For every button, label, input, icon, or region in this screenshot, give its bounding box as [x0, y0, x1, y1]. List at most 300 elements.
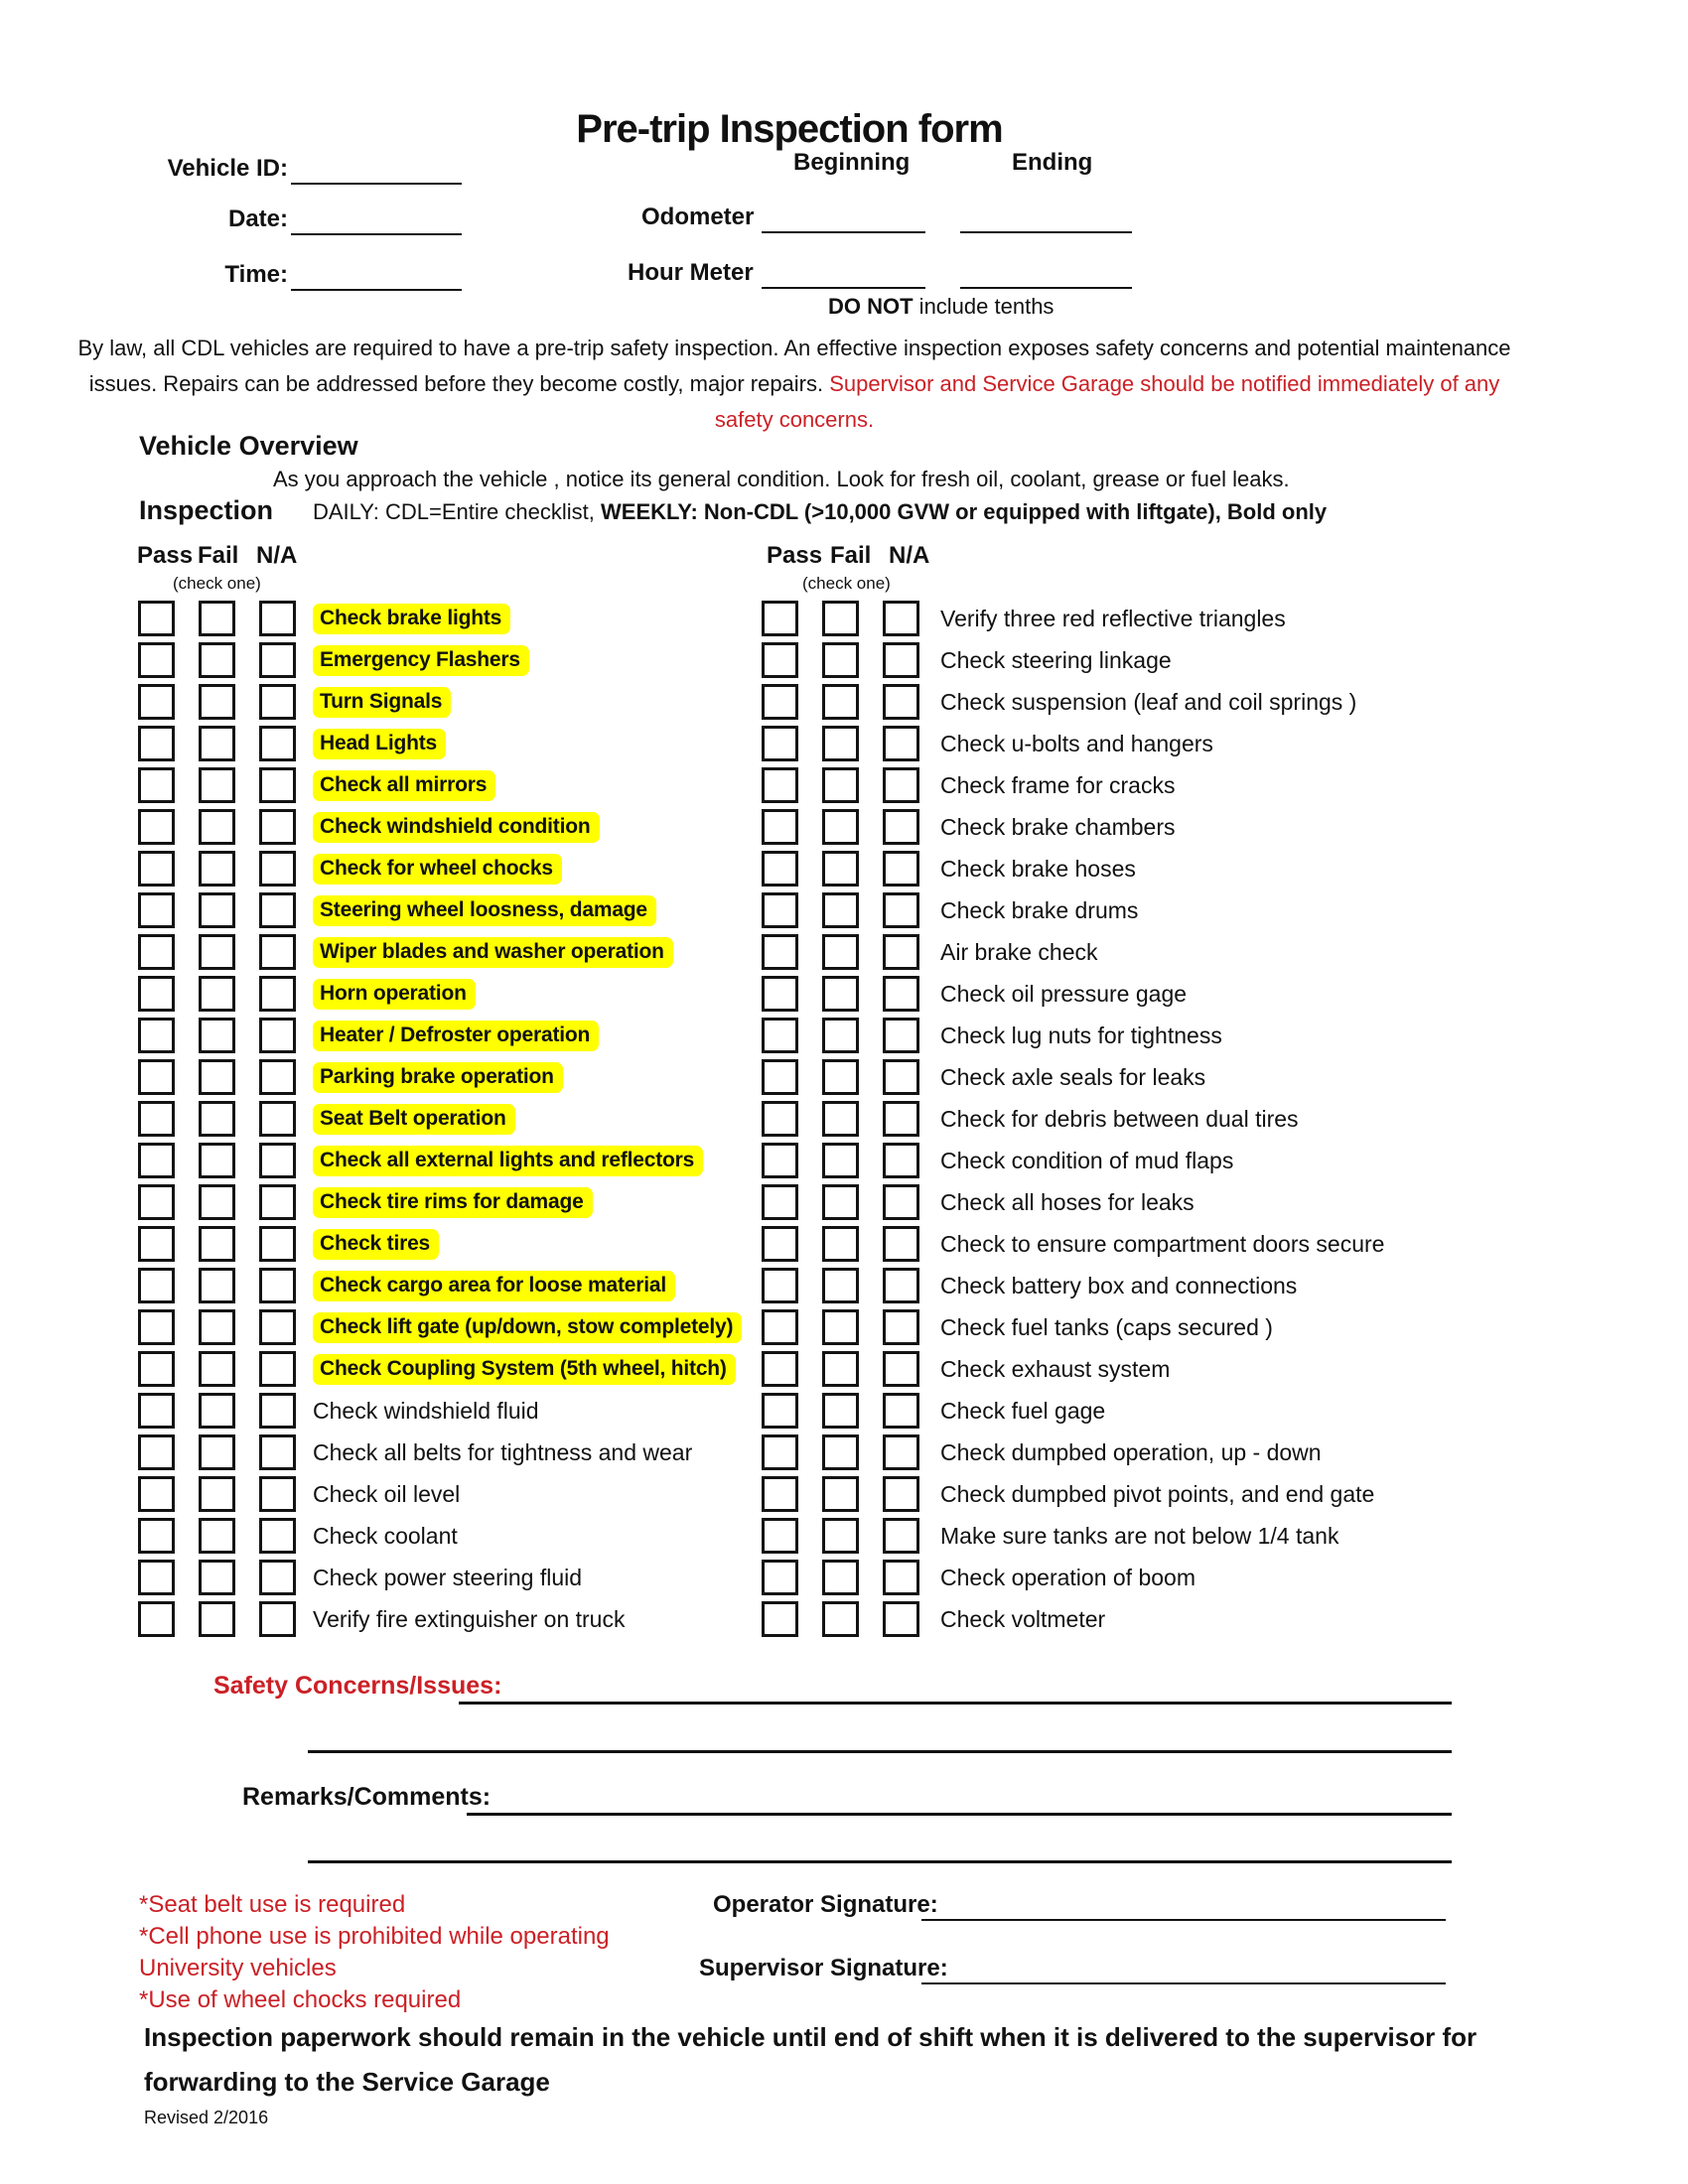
fail-checkbox[interactable] — [199, 642, 235, 678]
pass-checkbox[interactable] — [762, 1226, 798, 1262]
na-checkbox[interactable] — [259, 1560, 296, 1595]
pass-checkbox[interactable] — [762, 851, 798, 887]
fail-checkbox[interactable] — [822, 642, 859, 678]
pass-checkbox[interactable] — [138, 1143, 175, 1178]
checklist-row — [138, 889, 742, 931]
remarks-comments-label: Remarks/Comments: — [242, 1783, 492, 1811]
inspection-daily-text: DAILY: CDL=Entire checklist, — [313, 499, 601, 524]
operator-signature-label: Operator Signature: — [713, 1891, 938, 1918]
pass-checkbox[interactable] — [138, 1476, 175, 1512]
fail-checkbox[interactable] — [822, 1143, 859, 1178]
pass-checkbox[interactable] — [138, 1601, 175, 1637]
fail-checkbox[interactable] — [199, 1268, 235, 1303]
checklist-item-label: Steering wheel loosness, damage — [313, 895, 656, 926]
na-checkbox[interactable] — [883, 809, 919, 845]
pass-checkbox[interactable] — [138, 892, 175, 928]
na-checkbox[interactable] — [259, 1059, 296, 1095]
na-checkbox[interactable] — [259, 1184, 296, 1220]
checklist-item-label: Check fuel tanks (caps secured ) — [940, 1313, 1273, 1340]
fail-checkbox[interactable] — [822, 726, 859, 761]
checklist-item-label: Check voltmeter — [940, 1605, 1106, 1632]
checklist-item-label: Check for debris between dual tires — [940, 1105, 1299, 1132]
checklist-item-label: Wiper blades and washer operation — [313, 937, 673, 968]
checklist-item-label: Check brake drums — [940, 896, 1139, 923]
pass-checkbox[interactable] — [138, 1393, 175, 1429]
checklist-row — [762, 1015, 1384, 1056]
checklist-row — [762, 1432, 1384, 1473]
checklist-item-label: Check to ensure compartment doors secure — [940, 1230, 1385, 1257]
pass-checkbox[interactable] — [138, 976, 175, 1012]
pass-checkbox[interactable] — [762, 1268, 798, 1303]
checklist-row — [138, 1432, 742, 1473]
na-checkbox[interactable] — [883, 851, 919, 887]
safety-concerns-input-line-2[interactable] — [308, 1720, 1452, 1753]
na-checkbox[interactable] — [259, 642, 296, 678]
vehicle-id-input-line[interactable] — [291, 155, 462, 185]
na-checkbox[interactable] — [259, 976, 296, 1012]
pass-checkbox[interactable] — [138, 601, 175, 636]
fail-checkbox[interactable] — [822, 851, 859, 887]
na-checkbox[interactable] — [883, 976, 919, 1012]
na-checkbox[interactable] — [883, 1184, 919, 1220]
pass-checkbox[interactable] — [762, 1184, 798, 1220]
page-title: Pre-trip Inspection form — [576, 107, 1003, 151]
pass-checkbox[interactable] — [762, 1101, 798, 1137]
checklist-item-label: Check steering linkage — [940, 646, 1172, 673]
na-checkbox[interactable] — [883, 1268, 919, 1303]
seat-belt-note: *Seat belt use is required — [139, 1891, 406, 1918]
pass-checkbox[interactable] — [762, 1601, 798, 1637]
fail-checkbox[interactable] — [199, 976, 235, 1012]
revised-date: Revised 2/2016 — [144, 2108, 269, 2127]
na-checkbox[interactable] — [259, 1143, 296, 1178]
intro-paragraph — [70, 331, 1519, 438]
fail-checkbox[interactable] — [822, 1518, 859, 1554]
checklist-item-label: Check condition of mud flaps — [940, 1147, 1234, 1173]
na-checkbox[interactable] — [883, 1518, 919, 1554]
na-checkbox[interactable] — [259, 851, 296, 887]
checklist-item-label: Check lift gate (up/down, stow completely) — [313, 1312, 742, 1343]
checklist-item-label: Check axle seals for leaks — [940, 1063, 1206, 1090]
pass-checkbox[interactable] — [138, 767, 175, 803]
na-checkbox[interactable] — [259, 1309, 296, 1345]
na-checkbox[interactable] — [883, 1351, 919, 1387]
fail-checkbox[interactable] — [199, 1601, 235, 1637]
fail-checkbox[interactable] — [822, 1059, 859, 1095]
pass-checkbox[interactable] — [138, 809, 175, 845]
vehicle-overview-text: As you approach the vehicle , notice its general condition. Look for fresh oil, coolant, grease or fuel leaks. — [273, 467, 1290, 491]
pass-checkbox[interactable] — [762, 642, 798, 678]
fail-checkbox[interactable] — [199, 1560, 235, 1595]
checklist-row — [138, 681, 742, 723]
fail-checkbox[interactable] — [199, 1518, 235, 1554]
safety-concerns-input-line-1[interactable] — [459, 1672, 1452, 1705]
na-checkbox[interactable] — [259, 767, 296, 803]
date-input-line[interactable] — [291, 205, 462, 235]
na-checkbox[interactable] — [883, 1059, 919, 1095]
pass-checkbox[interactable] — [762, 934, 798, 970]
remarks-input-line-2[interactable] — [308, 1831, 1452, 1863]
intro-black-text: By law, all CDL vehicles are required to have a pre-trip safety inspection. An effective inspection exposes safety concerns and potential maintenance issues. Repairs can be addressed before they become costly, major repairs. — [77, 336, 1511, 396]
pass-checkbox[interactable] — [138, 1059, 175, 1095]
check-one-note-left: (check one) — [173, 574, 261, 593]
checklist-item-label: Seat Belt operation — [313, 1104, 515, 1135]
do-not-rest-text: include tenths — [913, 294, 1055, 319]
na-checkbox[interactable] — [883, 1393, 919, 1429]
checklist-item-label: Check tire rims for damage — [313, 1187, 593, 1218]
checklist-item-label: Emergency Flashers — [313, 645, 529, 676]
pass-checkbox[interactable] — [138, 1018, 175, 1053]
inspection-heading: Inspection — [139, 495, 274, 525]
checklist-row — [762, 1557, 1384, 1598]
checklist-row — [138, 764, 742, 806]
fail-checkbox[interactable] — [199, 1393, 235, 1429]
na-checkbox[interactable] — [883, 1601, 919, 1637]
checklist-row — [762, 1306, 1384, 1348]
pass-checkbox[interactable] — [138, 684, 175, 720]
checklist-row — [138, 639, 742, 681]
fail-header-left: Fail — [198, 542, 239, 569]
na-checkbox[interactable] — [259, 1351, 296, 1387]
checklist-item-label: Check power steering fluid — [313, 1564, 583, 1590]
na-checkbox[interactable] — [259, 601, 296, 636]
do-not-bold-text: DO NOT — [828, 294, 914, 319]
pass-checkbox[interactable] — [138, 1560, 175, 1595]
fail-checkbox[interactable] — [199, 1476, 235, 1512]
checklist-row — [138, 1515, 742, 1557]
pass-checkbox[interactable] — [762, 767, 798, 803]
checklist-item-label: Check all mirrors — [313, 770, 495, 801]
supervisor-signature-input-line[interactable] — [921, 1955, 1446, 1984]
fail-checkbox[interactable] — [199, 809, 235, 845]
fail-checkbox[interactable] — [822, 767, 859, 803]
intro-red-text: Supervisor and Service Garage should be notified immediately of any safety concerns. — [714, 371, 1500, 432]
checklist-row — [138, 1056, 742, 1098]
fail-checkbox[interactable] — [199, 767, 235, 803]
checklist-item-label: Air brake check — [940, 938, 1098, 965]
na-checkbox[interactable] — [883, 684, 919, 720]
checklist-row — [762, 931, 1384, 973]
checklist-row — [138, 1140, 742, 1181]
checklist-row — [762, 889, 1384, 931]
checklist-item-label: Check frame for cracks — [940, 771, 1176, 798]
pass-checkbox[interactable] — [762, 1018, 798, 1053]
cell-phone-note: *Cell phone use is prohibited while operating — [139, 1923, 610, 1950]
checklist-row — [138, 1348, 742, 1390]
pass-checkbox[interactable] — [138, 1226, 175, 1262]
pass-checkbox[interactable] — [762, 1143, 798, 1178]
na-checkbox[interactable] — [883, 892, 919, 928]
fail-checkbox[interactable] — [822, 1560, 859, 1595]
fail-checkbox[interactable] — [822, 684, 859, 720]
paperwork-instruction-line-2: forwarding to the Service Garage — [144, 2067, 550, 2097]
fail-checkbox[interactable] — [822, 1309, 859, 1345]
na-checkbox[interactable] — [259, 726, 296, 761]
check-one-note-right: (check one) — [802, 574, 891, 593]
checklist-row — [138, 1473, 742, 1515]
checklist-row — [762, 1056, 1384, 1098]
fail-checkbox[interactable] — [822, 1601, 859, 1637]
fail-checkbox[interactable] — [199, 934, 235, 970]
pass-checkbox[interactable] — [762, 1434, 798, 1470]
na-checkbox[interactable] — [883, 1560, 919, 1595]
odometer-ending-input-line[interactable] — [960, 204, 1132, 233]
checklist-row — [138, 1390, 742, 1432]
na-checkbox[interactable] — [883, 1226, 919, 1262]
odometer-beginning-input-line[interactable] — [762, 204, 925, 233]
fail-header-right: Fail — [830, 542, 872, 569]
checklist-item-label: Check windshield condition — [313, 812, 600, 843]
na-checkbox[interactable] — [259, 1018, 296, 1053]
checklist-item-label: Check windshield fluid — [313, 1397, 539, 1424]
checklist-item-label: Check lug nuts for tightness — [940, 1022, 1222, 1048]
checklist-row — [138, 1306, 742, 1348]
checklist-item-label: Check brake chambers — [940, 813, 1176, 840]
checklist-item-label: Check operation of boom — [940, 1564, 1196, 1590]
pass-checkbox[interactable] — [138, 642, 175, 678]
checklist-row — [762, 848, 1384, 889]
checklist-item-label: Check Coupling System (5th wheel, hitch) — [313, 1354, 736, 1385]
pass-checkbox[interactable] — [138, 1351, 175, 1387]
checklist-item-label: Check dumpbed pivot points, and end gate — [940, 1480, 1375, 1507]
time-input-line[interactable] — [291, 261, 462, 291]
pass-checkbox[interactable] — [762, 726, 798, 761]
fail-checkbox[interactable] — [822, 1351, 859, 1387]
pass-checkbox[interactable] — [762, 1059, 798, 1095]
checklist-right-rows — [762, 598, 1384, 1640]
checklist-item-label: Verify fire extinguisher on truck — [313, 1605, 626, 1632]
na-checkbox[interactable] — [259, 892, 296, 928]
checklist-left-rows — [138, 598, 742, 1640]
fail-checkbox[interactable] — [199, 1226, 235, 1262]
pass-checkbox[interactable] — [138, 934, 175, 970]
checklist-item-label: Check exhaust system — [940, 1355, 1171, 1382]
na-checkbox[interactable] — [259, 1476, 296, 1512]
fail-checkbox[interactable] — [199, 1434, 235, 1470]
fail-checkbox[interactable] — [199, 1059, 235, 1095]
pass-checkbox[interactable] — [762, 976, 798, 1012]
pass-checkbox[interactable] — [762, 1309, 798, 1345]
na-checkbox[interactable] — [883, 1018, 919, 1053]
checklist-item-label: Check oil pressure gage — [940, 980, 1188, 1007]
na-checkbox[interactable] — [259, 1434, 296, 1470]
checklist-item-label: Check dumpbed operation, up - down — [940, 1438, 1322, 1465]
pass-checkbox[interactable] — [138, 1309, 175, 1345]
fail-checkbox[interactable] — [822, 1393, 859, 1429]
fail-checkbox[interactable] — [822, 601, 859, 636]
na-checkbox[interactable] — [883, 601, 919, 636]
checklist-item-label: Check all hoses for leaks — [940, 1188, 1195, 1215]
checklist-item-label: Check all external lights and reflectors — [313, 1146, 703, 1176]
checklist-item-label: Horn operation — [313, 979, 476, 1010]
fail-checkbox[interactable] — [822, 1268, 859, 1303]
pass-checkbox[interactable] — [138, 1101, 175, 1137]
fail-checkbox[interactable] — [822, 892, 859, 928]
beginning-column-label: Beginning — [793, 149, 911, 176]
fail-checkbox[interactable] — [199, 1184, 235, 1220]
checklist-row — [138, 973, 742, 1015]
inspection-frequency-text — [313, 499, 1327, 525]
fail-checkbox[interactable] — [199, 851, 235, 887]
na-header-left: N/A — [256, 542, 298, 569]
checklist-item-label: Check all belts for tightness and wear — [313, 1438, 693, 1465]
na-checkbox[interactable] — [883, 1309, 919, 1345]
checklist-item-label: Check oil level — [313, 1480, 461, 1507]
fail-checkbox[interactable] — [199, 684, 235, 720]
fail-checkbox[interactable] — [822, 1476, 859, 1512]
na-checkbox[interactable] — [883, 1101, 919, 1137]
checklist-item-label: Check cargo area for loose material — [313, 1271, 675, 1301]
checklist-item-label: Check tires — [313, 1229, 439, 1260]
na-header-right: N/A — [889, 542, 930, 569]
checklist-item-label: Verify three red reflective triangles — [940, 605, 1286, 631]
inspection-weekly-bold-text: WEEKLY: Non-CDL (>10,000 GVW or equipped with liftgate), Bold only — [601, 499, 1328, 524]
checklist-row — [138, 806, 742, 848]
checklist-item-label: Head Lights — [313, 729, 446, 759]
fail-checkbox[interactable] — [822, 1226, 859, 1262]
pass-checkbox[interactable] — [762, 1393, 798, 1429]
checklist-item-label: Check fuel gage — [940, 1397, 1106, 1424]
ending-column-label: Ending — [1012, 149, 1093, 176]
checklist-item-label: Heater / Defroster operation — [313, 1021, 599, 1051]
checklist-row — [762, 1390, 1384, 1432]
pass-checkbox[interactable] — [138, 1268, 175, 1303]
pass-checkbox[interactable] — [762, 809, 798, 845]
pass-checkbox[interactable] — [762, 892, 798, 928]
university-vehicles-note: University vehicles — [139, 1955, 337, 1981]
na-checkbox[interactable] — [883, 767, 919, 803]
checklist-row — [762, 1098, 1384, 1140]
checklist-item-label: Make sure tanks are not below 1/4 tank — [940, 1522, 1339, 1549]
na-checkbox[interactable] — [259, 809, 296, 845]
safety-concerns-label: Safety Concerns/Issues: — [213, 1672, 502, 1700]
na-checkbox[interactable] — [259, 934, 296, 970]
checklist-row — [138, 931, 742, 973]
paperwork-instruction-line-1: Inspection paperwork should remain in the vehicle until end of shift when it is delivered to the supervisor for — [144, 2022, 1477, 2052]
checklist-row — [138, 1557, 742, 1598]
fail-checkbox[interactable] — [822, 1018, 859, 1053]
fail-checkbox[interactable] — [822, 934, 859, 970]
checklist-row — [138, 1015, 742, 1056]
fail-checkbox[interactable] — [822, 1184, 859, 1220]
date-label: Date: — [227, 205, 288, 232]
remarks-input-line-1[interactable] — [467, 1783, 1452, 1816]
na-checkbox[interactable] — [883, 642, 919, 678]
checklist-row — [138, 1265, 742, 1306]
na-checkbox[interactable] — [883, 1143, 919, 1178]
checklist-row — [762, 1348, 1384, 1390]
checklist-item-label: Check battery box and connections — [940, 1272, 1298, 1298]
checklist-item-label: Check coolant — [313, 1522, 458, 1549]
na-checkbox[interactable] — [259, 1101, 296, 1137]
checklist-row — [762, 1515, 1384, 1557]
pass-checkbox[interactable] — [762, 684, 798, 720]
checklist-row — [762, 1473, 1384, 1515]
checklist-item-label: Check brake lights — [313, 604, 510, 634]
checklist-row — [762, 723, 1384, 764]
odometer-label: Odometer — [641, 204, 755, 230]
checklist-row — [762, 973, 1384, 1015]
wheel-chocks-note: *Use of wheel chocks required — [139, 1986, 462, 2013]
fail-checkbox[interactable] — [822, 1434, 859, 1470]
fail-checkbox[interactable] — [199, 1309, 235, 1345]
na-checkbox[interactable] — [883, 1434, 919, 1470]
pass-checkbox[interactable] — [762, 1518, 798, 1554]
fail-checkbox[interactable] — [822, 809, 859, 845]
checklist-row — [762, 1181, 1384, 1223]
pass-checkbox[interactable] — [138, 726, 175, 761]
checklist-row — [762, 1598, 1384, 1640]
na-checkbox[interactable] — [259, 1268, 296, 1303]
checklist-row — [762, 681, 1384, 723]
fail-checkbox[interactable] — [822, 976, 859, 1012]
checklist-row — [138, 1181, 742, 1223]
checklist-item-label: Check for wheel chocks — [313, 854, 562, 885]
checklist-row — [762, 1265, 1384, 1306]
pass-checkbox[interactable] — [138, 851, 175, 887]
na-checkbox[interactable] — [259, 684, 296, 720]
fail-checkbox[interactable] — [199, 892, 235, 928]
na-checkbox[interactable] — [259, 1393, 296, 1429]
fail-checkbox[interactable] — [199, 601, 235, 636]
na-checkbox[interactable] — [259, 1601, 296, 1637]
time-label: Time: — [224, 261, 288, 288]
pass-checkbox[interactable] — [138, 1434, 175, 1470]
checklist-item-label: Check u-bolts and hangers — [940, 730, 1213, 756]
na-checkbox[interactable] — [883, 726, 919, 761]
pass-header-right: Pass — [767, 542, 823, 569]
checklist-item-label: Parking brake operation — [313, 1062, 563, 1093]
checklist-item-label: Check brake hoses — [940, 855, 1136, 882]
fail-checkbox[interactable] — [199, 1018, 235, 1053]
pass-checkbox[interactable] — [762, 601, 798, 636]
pass-header-left: Pass — [137, 542, 194, 569]
checklist-row — [138, 1598, 742, 1640]
fail-checkbox[interactable] — [822, 1101, 859, 1137]
vehicle-id-label: Vehicle ID: — [167, 155, 288, 182]
supervisor-signature-label: Supervisor Signature: — [699, 1955, 948, 1981]
pass-checkbox[interactable] — [762, 1560, 798, 1595]
fail-checkbox[interactable] — [199, 1101, 235, 1137]
checklist-row — [762, 764, 1384, 806]
na-checkbox[interactable] — [259, 1226, 296, 1262]
checklist-row — [762, 639, 1384, 681]
checklist-row — [762, 806, 1384, 848]
checklist-row — [762, 1140, 1384, 1181]
operator-signature-input-line[interactable] — [921, 1891, 1446, 1921]
checklist-row — [138, 1223, 742, 1265]
na-checkbox[interactable] — [883, 934, 919, 970]
na-checkbox[interactable] — [259, 1518, 296, 1554]
hour-meter-ending-input-line[interactable] — [960, 259, 1132, 289]
hour-meter-beginning-input-line[interactable] — [762, 259, 925, 289]
pass-checkbox[interactable] — [762, 1476, 798, 1512]
fail-checkbox[interactable] — [199, 1143, 235, 1178]
pass-checkbox[interactable] — [138, 1184, 175, 1220]
checklist-row — [138, 1098, 742, 1140]
checklist-row — [762, 1223, 1384, 1265]
checklist-item-label: Check suspension (leaf and coil springs ) — [940, 688, 1357, 715]
fail-checkbox[interactable] — [199, 1351, 235, 1387]
na-checkbox[interactable] — [883, 1476, 919, 1512]
fail-checkbox[interactable] — [199, 726, 235, 761]
checklist-row — [138, 848, 742, 889]
pass-checkbox[interactable] — [762, 1351, 798, 1387]
checklist-item-label: Turn Signals — [313, 687, 451, 718]
checklist-row — [762, 598, 1384, 639]
pass-checkbox[interactable] — [138, 1518, 175, 1554]
vehicle-overview-heading: Vehicle Overview — [139, 431, 358, 461]
